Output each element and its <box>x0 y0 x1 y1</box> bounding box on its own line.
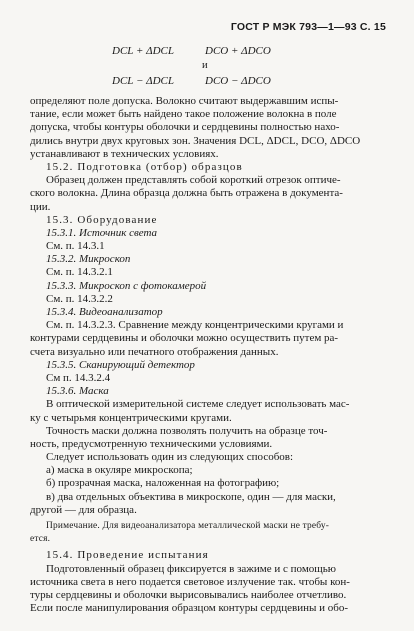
text-line: См п. 14.3.2.4 <box>46 371 111 384</box>
text-line: определяют поле допуска. Волокно считают выдержавшим испы- <box>30 95 339 107</box>
text-line: В оптической измерительной системе следует использовать мас- <box>46 398 350 411</box>
subsection-heading: 15.3.3. Микроскоп с фотокамерой <box>46 279 207 292</box>
text-line: ции. <box>30 200 51 213</box>
text-line: См. п. 14.3.2.1 <box>46 266 113 279</box>
subsection-heading: 15.3.6. Маска <box>46 385 109 398</box>
text-line: Если после манипулирования образцом контуры сердцевины и обо- <box>30 602 349 615</box>
text-line: дились внутри двух круговых зон. Значения DCL, ΔDCL, DCO, ΔDCO <box>30 134 361 147</box>
note-text: Примечание. Для видеоанализатора металлической маски не требу- <box>46 521 330 531</box>
document-body <box>30 95 386 615</box>
text-line: См. п. 14.3.1 <box>46 240 105 253</box>
formula-conjunction: и <box>202 60 208 71</box>
section-heading-15-3: 15.3. Оборудование <box>46 213 158 226</box>
note-text: ется. <box>30 534 51 545</box>
text-line: туры сердцевины и оболочки вырисовывались наиболее отчетливо. <box>30 588 347 601</box>
subsection-heading: 15.3.1. Источник света <box>46 226 158 239</box>
text-line: Образец должен представлять собой короткий отрезок оптиче- <box>46 174 341 187</box>
text-line: источника света в него подается световое излучение так. чтобы кон- <box>30 575 350 588</box>
text-line: счета визуально или печатного отображения данных. <box>30 345 279 358</box>
text-line: См. п. 14.3.2.3. Сравнение между концентрическими кругами и <box>46 319 344 332</box>
subsection-heading: 15.3.4. Видеоанализатор <box>46 306 163 318</box>
formula-bottom-left: DCL − ΔDCL <box>112 75 174 87</box>
text-line: тание, если может быть найдено такое положение волокна в поле <box>30 108 337 121</box>
text-line: допуска, чтобы контуры оболочки и сердцевины полностью нахо- <box>30 121 340 134</box>
list-item: в) два отдельных объектива в микроскопе, один — для маски, <box>46 490 336 503</box>
formula-top-right: DCO + ΔDCO <box>205 45 271 57</box>
text-line: устанавливают в технических условиях. <box>30 147 219 160</box>
text-line: Точность маски должна позволять получить на образце точ- <box>46 424 328 437</box>
section-heading-15-2: 15.2. Подготовка (отбор) образцов <box>46 160 243 173</box>
text-line: Подготовленный образец фиксируется в зажиме и с помощью <box>46 562 336 575</box>
subsection-heading: 15.3.5. Сканирующий детектор <box>46 358 195 371</box>
text-line: ность, предусмотренную техническими условиями. <box>30 437 273 450</box>
formula-bottom-right: DCO − ΔDCO <box>205 75 271 87</box>
text-line: другой — для образца. <box>30 503 137 516</box>
text-line: ку с четырьмя концентрическими кругами. <box>30 411 232 424</box>
list-item: а) маска в окуляре микроскопа; <box>46 464 193 477</box>
text-line: Следует использовать один из следующих способов: <box>46 451 294 464</box>
list-item: б) прозрачная маска, наложенная на фотографию; <box>46 477 280 490</box>
text-line: ского волокна. Длина образца должна быть отражена в документа- <box>30 187 343 200</box>
text-line: контурами сердцевины и оболочки можно осуществить путем ра- <box>30 332 339 345</box>
formula-top-left: DCL + ΔDCL <box>112 45 174 57</box>
page-header: ГОСТ Р МЭК 793—1—93 С. 15 <box>230 21 386 33</box>
section-heading-15-4: 15.4. Проведение испытания <box>46 549 209 562</box>
text-line: См. п. 14.3.2.2 <box>46 292 113 305</box>
subsection-heading: 15.3.2. Микроскоп <box>46 253 131 266</box>
